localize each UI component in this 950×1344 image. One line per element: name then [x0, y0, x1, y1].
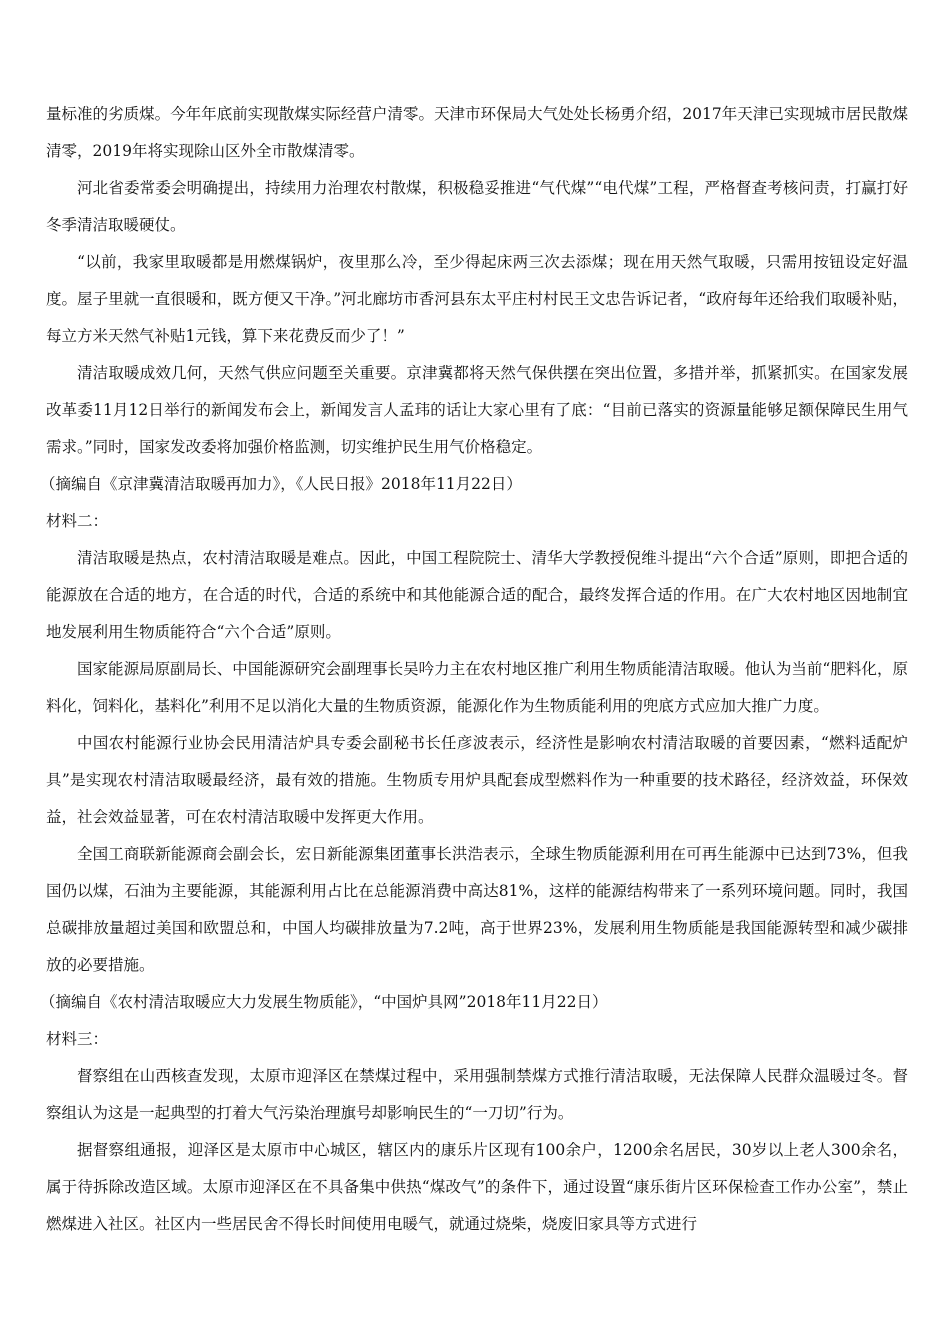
paragraph-inspection-finding: 督察组在山西核查发现，太原市迎泽区在禁煤过程中，采用强制禁煤方式推行清洁取暖，无法保障人民群众温暖过冬。督察组认为这是一起典型的打着大气污染治理旗号却影响民生的“一刀切”行为。 [46, 1067, 908, 1122]
paragraph-inspection-report: 据督察组通报，迎泽区是太原市中心城区，辖区内的康乐片区现有100余户，1200余名居民，30岁以上老人300余名，属于待拆除改造区域。太原市迎泽区在不具备集中供热“煤改气”的条件下，通过设置“康乐街片区环保检查工作办公室”，禁止燃煤进入社区。社区内一些居民舍不得长时间使用电暖气，就通过烧柴，烧废旧家具等方式进行 [46, 1141, 908, 1233]
source-citation-2: （摘编自《农村清洁取暖应大力发展生物质能》，“中国炉具网”2018年11月22日） [40, 993, 608, 1011]
paragraph-continuation: 量标准的劣质煤。今年年底前实现散煤实际经营户清零。天津市环保局大气处处长杨勇介绍，2017年天津已实现城市居民散煤清零，2019年将实现除山区外全市散煤清零。 [46, 105, 908, 160]
paragraph-wu-yin: 国家能源局原副局长、中国能源研究会副理事长吴吟力主在农村地区推广利用生物质能清洁取暖。他认为当前“肥料化，原料化，饲料化，基料化”利用不足以消化大量的生物质资源，能源化作为生物质能利用的兜底方式应加大推广力度。 [46, 660, 908, 715]
paragraph-ren-yanbo: 中国农村能源行业协会民用清洁炉具专委会副秘书长任彦波表示，经济性是影响农村清洁取暖的首要因素，“燃料适配炉具”是实现农村清洁取暖最经济，最有效的措施。生物质专用炉具配套成型燃料作为一种重要的技术路径，经济效益，环保效益，社会效益显著，可在农村清洁取暖中发挥更大作用。 [46, 734, 908, 826]
paragraph-six-suitable-principle: 清洁取暖是热点，农村清洁取暖是难点。因此，中国工程院院士、清华大学教授倪维斗提出“六个合适”原则，即把合适的能源放在合适的地方，在合适的时代，合适的系统中和其他能源合适的配合，最终发挥合适的作用。在广大农村地区因地制宜地发展利用生物质能符合“六个合适”原则。 [46, 549, 908, 641]
paragraph-hong-hao: 全国工商联新能源商会副会长，宏日新能源集团董事长洪浩表示，全球生物质能源利用在可再生能源中已达到73%，但我国仍以煤，石油为主要能源，其能源利用占比在总能源消费中高达81%，这样的能源结构带来了一系列环境问题。同时，我国总碳排放量超过美国和欧盟总和，中国人均碳排放量为7.2吨，高于世界23%，发展利用生物质能是我国能源转型和减少碳排放的必要措施。 [46, 845, 908, 974]
source-citation-1: （摘编自《京津冀清洁取暖再加力》，《人民日报》2018年11月22日） [40, 475, 522, 493]
section-label-material-2: 材料二： [46, 512, 109, 530]
paragraph-hebei-policy: 河北省委常委会明确提出，持续用力治理农村散煤，积极稳妥推进“气代煤”“电代煤”工程，严格督查考核问责，打赢打好冬季清洁取暖硬仗。 [46, 179, 908, 234]
section-label-material-3: 材料三： [46, 1030, 109, 1048]
document-page [40, 96, 908, 1243]
paragraph-villager-quote: “以前，我家里取暖都是用燃煤锅炉，夜里那么冷，至少得起床两三次去添煤；现在用天然气取暖，只需用按钮设定好温度。屋子里就一直很暖和，既方便又干净。”河北廊坊市香河县东太平庄村村民王文忠告诉记者，“政府每年还给我们取暖补贴，每立方米天然气补贴1元钱，算下来花费反而少了！” [46, 253, 908, 345]
paragraph-gas-supply: 清洁取暖成效几何，天然气供应问题至关重要。京津冀都将天然气保供摆在突出位置，多措并举，抓紧抓实。在国家发展改革委11月12日举行的新闻发布会上，新闻发言人孟玮的话让大家心里有了底：“目前已落实的资源量能够足额保障民生用气需求。”同时，国家发改委将加强价格监测，切实维护民生用气价格稳定。 [46, 364, 908, 456]
